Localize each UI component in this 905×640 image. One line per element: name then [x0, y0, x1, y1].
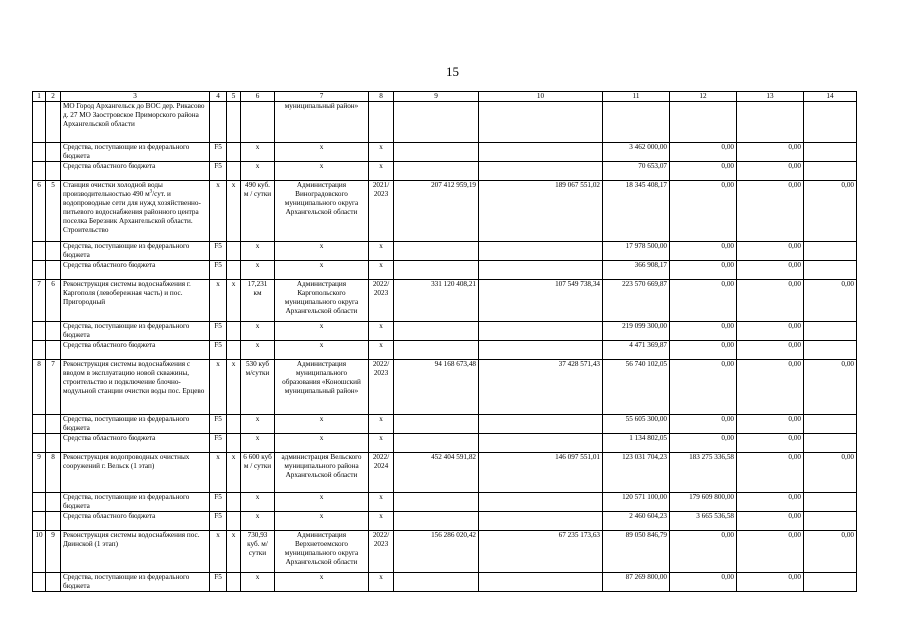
- cost-year-1: 1 134 802,05: [603, 434, 670, 453]
- object-name: Средства областного бюджета: [61, 261, 210, 280]
- cost-before: [479, 261, 603, 280]
- cost-year-3: 0,00: [737, 493, 804, 512]
- row-number: [33, 573, 46, 592]
- years: x: [369, 434, 394, 453]
- type-cell: x: [227, 360, 241, 415]
- object-name: Реконструкция системы водоснабжения г. Каргополя (левобережная часть) и пос. Пригородный: [61, 280, 210, 322]
- cost-before: [479, 143, 603, 162]
- total-cost: [394, 322, 479, 341]
- cost-before: [479, 512, 603, 531]
- cost-year-3: 0,00: [737, 531, 804, 573]
- item-number: 6: [46, 280, 61, 322]
- total-cost: 452 404 591,82: [394, 453, 479, 493]
- cost-before: [479, 341, 603, 360]
- item-number: [46, 573, 61, 592]
- capacity: x: [241, 493, 275, 512]
- column-number: 5: [227, 92, 241, 102]
- cost-year-3: 0,00: [737, 280, 804, 322]
- cost-year-3: 0,00: [737, 360, 804, 415]
- cost-year-2: 0,00: [670, 573, 737, 592]
- capacity: x: [241, 162, 275, 181]
- funding-source-row: [33, 573, 857, 592]
- type-cell: [227, 242, 241, 261]
- item-number: [46, 102, 61, 143]
- cost-year-2: 0,00: [670, 280, 737, 322]
- cost-year-1: 17 978 500,00: [603, 242, 670, 261]
- cost-year-4: 0,00: [804, 531, 857, 573]
- cost-before: [479, 415, 603, 434]
- cost-year-4: [804, 573, 857, 592]
- project-code: F5: [210, 341, 227, 360]
- cost-year-4: [804, 341, 857, 360]
- total-cost: [394, 102, 479, 143]
- page-number: 15: [446, 64, 459, 79]
- responsible-org: x: [275, 143, 369, 162]
- column-number: 4: [210, 92, 227, 102]
- capacity: 490 куб. м / сутки: [241, 181, 275, 242]
- object-name: Средства, поступающие из федерального бюджета: [61, 493, 210, 512]
- cost-year-4: [804, 162, 857, 181]
- row-number: 8: [33, 360, 46, 415]
- years: x: [369, 143, 394, 162]
- years: x: [369, 415, 394, 434]
- cost-year-2: 0,00: [670, 531, 737, 573]
- type-cell: x: [227, 453, 241, 493]
- cost-year-1: 70 653,07: [603, 162, 670, 181]
- years: x: [369, 493, 394, 512]
- project-code: F5: [210, 573, 227, 592]
- type-cell: [227, 434, 241, 453]
- responsible-org: x: [275, 341, 369, 360]
- total-cost: [394, 512, 479, 531]
- funding-source-row: [33, 143, 857, 162]
- column-number: 2: [46, 92, 61, 102]
- years: x: [369, 261, 394, 280]
- cost-year-1: 219 099 300,00: [603, 322, 670, 341]
- cost-year-3: 0,00: [737, 415, 804, 434]
- years: x: [369, 162, 394, 181]
- object-name: Средства областного бюджета: [61, 434, 210, 453]
- item-number: [46, 261, 61, 280]
- object-name: [61, 181, 210, 242]
- item-number: 9: [46, 531, 61, 573]
- cost-before: [479, 102, 603, 143]
- cost-year-2: 183 275 336,58: [670, 453, 737, 493]
- type-cell: [227, 512, 241, 531]
- project-code: x: [210, 531, 227, 573]
- cost-year-2: 0,00: [670, 261, 737, 280]
- cost-year-4: [804, 102, 857, 143]
- cost-year-2: 0,00: [670, 434, 737, 453]
- project-code: x: [210, 280, 227, 322]
- cost-year-1: 2 460 604,23: [603, 512, 670, 531]
- object-name: Реконструкция водопроводных очистных сооружений г. Вельск (1 этап): [61, 453, 210, 493]
- cost-year-3: 0,00: [737, 162, 804, 181]
- cost-year-1: 366 908,17: [603, 261, 670, 280]
- cost-year-1: 223 570 669,87: [603, 280, 670, 322]
- project-code: F5: [210, 322, 227, 341]
- object-name-text: Станция очистки холодной воды производительностью 490 м: [63, 181, 163, 198]
- row-number: [33, 143, 46, 162]
- cost-year-3: [737, 102, 804, 143]
- project-code: F5: [210, 162, 227, 181]
- funding-source-row: [33, 261, 857, 280]
- row-number: [33, 242, 46, 261]
- row-number: [33, 493, 46, 512]
- table-row: [33, 360, 857, 415]
- cost-year-1: 3 462 000,00: [603, 143, 670, 162]
- table-row: [33, 181, 857, 242]
- cost-before: [479, 242, 603, 261]
- responsible-org: Администрация Каргопольского муниципального округа Архангельской области: [275, 280, 369, 322]
- responsible-org: x: [275, 162, 369, 181]
- type-cell: [227, 573, 241, 592]
- column-number: 11: [603, 92, 670, 102]
- column-number: 3: [61, 92, 210, 102]
- cost-year-3: 0,00: [737, 242, 804, 261]
- object-name: Средства областного бюджета: [61, 162, 210, 181]
- cost-before: [479, 434, 603, 453]
- column-number-row: [33, 92, 857, 102]
- total-cost: [394, 143, 479, 162]
- cost-year-4: [804, 242, 857, 261]
- capacity: [241, 102, 275, 143]
- item-number: [46, 415, 61, 434]
- responsible-org: Администрация Виноградовского муниципального округа Архангельской области: [275, 181, 369, 242]
- cost-year-2: 0,00: [670, 162, 737, 181]
- years: x: [369, 512, 394, 531]
- object-name: МО Город Архангельск до ВОС дер. Рикасово д. 27 МО Заостровское Приморского района Архангельской области: [61, 102, 210, 143]
- responsible-org: Администрация муниципального образования «Коношский муниципальный район»: [275, 360, 369, 415]
- project-code: [210, 102, 227, 143]
- years: x: [369, 573, 394, 592]
- item-number: [46, 143, 61, 162]
- total-cost: [394, 434, 479, 453]
- cost-year-1: 123 031 704,23: [603, 453, 670, 493]
- funding-source-row: [33, 493, 857, 512]
- cost-before: [479, 322, 603, 341]
- object-name: Средства, поступающие из федерального бюджета: [61, 573, 210, 592]
- cost-year-3: 0,00: [737, 341, 804, 360]
- responsible-org: x: [275, 322, 369, 341]
- capacity: 730,93 куб. м/сутки: [241, 531, 275, 573]
- cost-year-4: 0,00: [804, 360, 857, 415]
- cost-year-2: 0,00: [670, 360, 737, 415]
- capacity: x: [241, 434, 275, 453]
- cost-year-2: 0,00: [670, 143, 737, 162]
- cost-year-2: 0,00: [670, 341, 737, 360]
- type-cell: [227, 261, 241, 280]
- funding-source-row: [33, 162, 857, 181]
- item-number: 5: [46, 181, 61, 242]
- cost-year-1: 89 050 846,79: [603, 531, 670, 573]
- budget-table: [32, 91, 857, 592]
- cost-year-1: 4 471 369,87: [603, 341, 670, 360]
- type-cell: [227, 493, 241, 512]
- column-number: 13: [737, 92, 804, 102]
- cost-year-4: 0,00: [804, 181, 857, 242]
- cost-year-1: [603, 102, 670, 143]
- table-row: [33, 102, 857, 143]
- project-code: F5: [210, 242, 227, 261]
- cost-before: [479, 162, 603, 181]
- funding-source-row: [33, 512, 857, 531]
- object-name: Средства областного бюджета: [61, 512, 210, 531]
- row-number: [33, 434, 46, 453]
- total-cost: 94 168 673,48: [394, 360, 479, 415]
- capacity: 17,231 км: [241, 280, 275, 322]
- object-name: Средства, поступающие из федерального бюджета: [61, 415, 210, 434]
- responsible-org: x: [275, 493, 369, 512]
- row-number: [33, 512, 46, 531]
- cost-year-3: 0,00: [737, 512, 804, 531]
- object-name: Реконструкция системы водоснабжения пос. Двинской (1 этап): [61, 531, 210, 573]
- cost-year-1: 55 605 300,00: [603, 415, 670, 434]
- total-cost: [394, 162, 479, 181]
- type-cell: [227, 143, 241, 162]
- cost-before: [479, 493, 603, 512]
- funding-source-row: [33, 322, 857, 341]
- responsible-org: x: [275, 573, 369, 592]
- capacity: x: [241, 261, 275, 280]
- responsible-org: x: [275, 415, 369, 434]
- cost-year-2: 0,00: [670, 181, 737, 242]
- column-number: 14: [804, 92, 857, 102]
- cost-before: 146 097 551,01: [479, 453, 603, 493]
- type-cell: x: [227, 531, 241, 573]
- item-number: [46, 242, 61, 261]
- years: x: [369, 341, 394, 360]
- column-number: 1: [33, 92, 46, 102]
- responsible-org: Администрация Верхнетоемского муниципального округа Архангельской области: [275, 531, 369, 573]
- cost-year-4: [804, 415, 857, 434]
- cost-year-4: 0,00: [804, 280, 857, 322]
- cost-year-2: 0,00: [670, 415, 737, 434]
- years: 2022/ 2023: [369, 360, 394, 415]
- type-cell: x: [227, 181, 241, 242]
- item-number: [46, 434, 61, 453]
- type-cell: x: [227, 280, 241, 322]
- object-name: Средства, поступающие из федерального бюджета: [61, 143, 210, 162]
- capacity: x: [241, 143, 275, 162]
- cost-year-2: [670, 102, 737, 143]
- project-code: x: [210, 360, 227, 415]
- total-cost: [394, 261, 479, 280]
- responsible-org: администрация Вельского муниципального района Архангельской области: [275, 453, 369, 493]
- cost-year-4: 0,00: [804, 453, 857, 493]
- total-cost: 331 120 408,21: [394, 280, 479, 322]
- row-number: 7: [33, 280, 46, 322]
- item-number: 8: [46, 453, 61, 493]
- row-number: 6: [33, 181, 46, 242]
- cost-year-3: 0,00: [737, 434, 804, 453]
- years: 2022/ 2023: [369, 531, 394, 573]
- cost-before: [479, 573, 603, 592]
- row-number: [33, 102, 46, 143]
- object-name: Реконструкция системы водоснабжения с вводом в эксплуатацию новой скважины, строительство и подключение блочно-модульной станции очистки воды пос. Ерцево: [61, 360, 210, 415]
- total-cost: [394, 573, 479, 592]
- capacity: x: [241, 242, 275, 261]
- project-code: F5: [210, 415, 227, 434]
- responsible-org: x: [275, 261, 369, 280]
- cost-year-2: 0,00: [670, 242, 737, 261]
- type-cell: [227, 341, 241, 360]
- project-code: x: [210, 181, 227, 242]
- funding-source-row: [33, 341, 857, 360]
- cost-year-4: [804, 512, 857, 531]
- cost-year-4: [804, 143, 857, 162]
- project-code: F5: [210, 261, 227, 280]
- item-number: [46, 162, 61, 181]
- object-name-text: /сут. и водопроводные сети для нужд хозяйственно-питьевого водоснабжения районного центра поселка Березник Архангельской области. Строительство: [63, 190, 201, 234]
- cost-before: 189 067 551,02: [479, 181, 603, 242]
- years: 2022/ 2024: [369, 453, 394, 493]
- capacity: 6 600 куб м / сутки: [241, 453, 275, 493]
- project-code: F5: [210, 143, 227, 162]
- cost-year-2: 179 609 800,00: [670, 493, 737, 512]
- years: [369, 102, 394, 143]
- cost-year-1: 18 345 408,17: [603, 181, 670, 242]
- row-number: [33, 322, 46, 341]
- type-cell: [227, 162, 241, 181]
- cost-year-3: 0,00: [737, 261, 804, 280]
- column-number: 6: [241, 92, 275, 102]
- item-number: [46, 322, 61, 341]
- project-code: F5: [210, 434, 227, 453]
- type-cell: [227, 322, 241, 341]
- item-number: [46, 341, 61, 360]
- superscript: 3: [149, 189, 153, 195]
- object-name: Средства, поступающие из федерального бюджета: [61, 322, 210, 341]
- item-number: 7: [46, 360, 61, 415]
- cost-year-4: [804, 322, 857, 341]
- cost-year-4: [804, 261, 857, 280]
- funding-source-row: [33, 242, 857, 261]
- responsible-org: x: [275, 512, 369, 531]
- cost-year-3: 0,00: [737, 453, 804, 493]
- responsible-org: x: [275, 434, 369, 453]
- cost-year-4: [804, 434, 857, 453]
- capacity: x: [241, 341, 275, 360]
- row-number: [33, 341, 46, 360]
- column-number: 12: [670, 92, 737, 102]
- item-number: [46, 512, 61, 531]
- cost-year-3: 0,00: [737, 322, 804, 341]
- years: 2021/ 2023: [369, 181, 394, 242]
- capacity: x: [241, 322, 275, 341]
- cost-before: 67 235 173,63: [479, 531, 603, 573]
- funding-source-row: [33, 415, 857, 434]
- cost-year-3: 0,00: [737, 143, 804, 162]
- responsible-org: муниципальный район»: [275, 102, 369, 143]
- capacity: 530 куб м/сутки: [241, 360, 275, 415]
- table-row: [33, 280, 857, 322]
- total-cost: [394, 242, 479, 261]
- capacity: x: [241, 512, 275, 531]
- total-cost: [394, 493, 479, 512]
- total-cost: 156 286 020,42: [394, 531, 479, 573]
- total-cost: [394, 415, 479, 434]
- cost-year-2: 3 665 536,58: [670, 512, 737, 531]
- row-number: 9: [33, 453, 46, 493]
- row-number: [33, 415, 46, 434]
- years: x: [369, 322, 394, 341]
- project-code: F5: [210, 512, 227, 531]
- project-code: x: [210, 453, 227, 493]
- cost-year-4: [804, 493, 857, 512]
- capacity: x: [241, 415, 275, 434]
- table-row: [33, 531, 857, 573]
- column-number: 10: [479, 92, 603, 102]
- column-number: 8: [369, 92, 394, 102]
- cost-year-1: 87 269 800,00: [603, 573, 670, 592]
- row-number: [33, 162, 46, 181]
- cost-before: 107 549 738,34: [479, 280, 603, 322]
- column-number: 7: [275, 92, 369, 102]
- responsible-org: x: [275, 242, 369, 261]
- project-code: F5: [210, 493, 227, 512]
- row-number: 10: [33, 531, 46, 573]
- cost-year-1: 56 740 102,05: [603, 360, 670, 415]
- years: x: [369, 242, 394, 261]
- row-number: [33, 261, 46, 280]
- column-number: 9: [394, 92, 479, 102]
- type-cell: [227, 102, 241, 143]
- type-cell: [227, 415, 241, 434]
- cost-year-3: 0,00: [737, 181, 804, 242]
- cost-year-3: 0,00: [737, 573, 804, 592]
- item-number: [46, 493, 61, 512]
- cost-year-1: 120 571 100,00: [603, 493, 670, 512]
- object-name: Средства областного бюджета: [61, 341, 210, 360]
- cost-year-2: 0,00: [670, 322, 737, 341]
- cost-before: 37 428 571,43: [479, 360, 603, 415]
- table-row: [33, 453, 857, 493]
- object-name: Средства, поступающие из федерального бюджета: [61, 242, 210, 261]
- years: 2022/ 2023: [369, 280, 394, 322]
- total-cost: [394, 341, 479, 360]
- funding-source-row: [33, 434, 857, 453]
- total-cost: 207 412 959,19: [394, 181, 479, 242]
- capacity: x: [241, 573, 275, 592]
